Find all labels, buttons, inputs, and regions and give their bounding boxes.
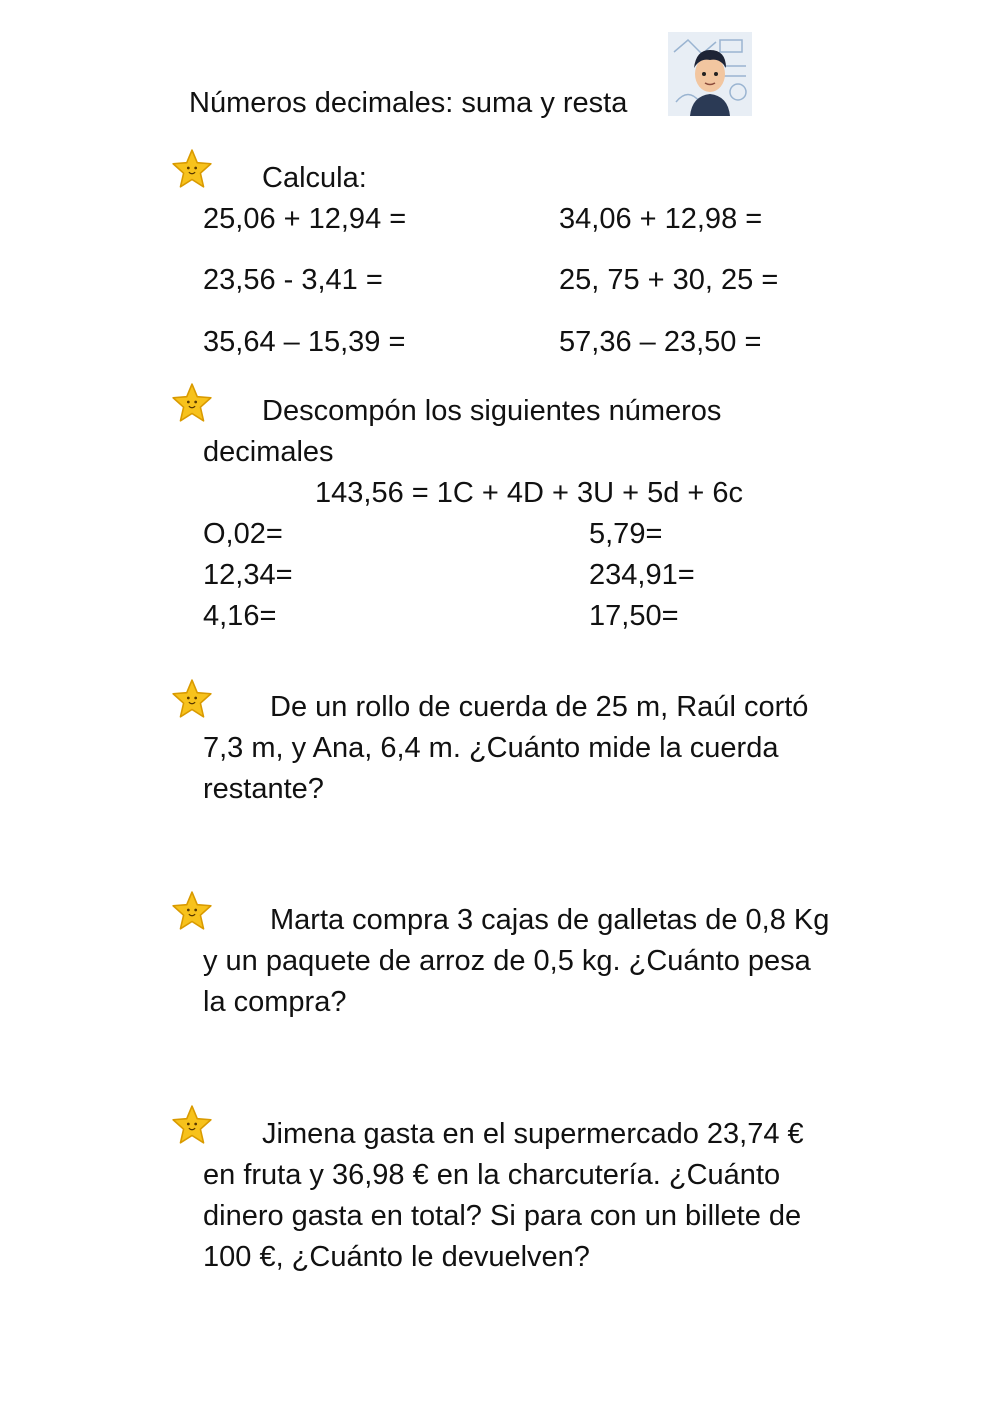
operation: 25,06 + 12,94 = — [203, 203, 407, 235]
section-heading-descompon-cont: decimales — [203, 436, 334, 468]
decimal-item: 17,50= — [589, 600, 679, 632]
page-title: Números decimales: suma y resta — [189, 87, 628, 119]
problem-text: en fruta y 36,98 € en la charcutería. ¿Cuánto — [203, 1159, 781, 1191]
decimal-item: 234,91= — [589, 559, 695, 591]
decimal-item: 5,79= — [589, 518, 663, 550]
star-icon — [171, 382, 213, 424]
section-heading-calcula: Calcula: — [262, 162, 367, 194]
problem-text: 7,3 m, y Ana, 6,4 m. ¿Cuánto mide la cuerda — [203, 732, 779, 764]
star-icon — [171, 1104, 213, 1146]
section-heading-descompon: Descompón los siguientes números — [262, 395, 722, 427]
problem-text: la compra? — [203, 986, 347, 1018]
star-icon — [171, 148, 213, 190]
operation: 34,06 + 12,98 = — [559, 203, 763, 235]
decimal-item: 4,16= — [203, 600, 277, 632]
problem-text: y un paquete de arroz de 0,5 kg. ¿Cuánto pesa — [203, 945, 811, 977]
operation: 57,36 – 23,50 = — [559, 326, 762, 358]
decimal-item: O,02= — [203, 518, 283, 550]
problem-text: 100 €, ¿Cuánto le devuelven? — [203, 1241, 590, 1273]
problem-text: Marta compra 3 cajas de galletas de 0,8 Kg — [270, 904, 830, 936]
problem-text: dinero gasta en total? Si para con un billete de — [203, 1200, 802, 1232]
star-icon — [171, 678, 213, 720]
operation: 23,56 - 3,41 = — [203, 264, 383, 296]
decomposition-example: 143,56 = 1C + 4D + 3U + 5d + 6c — [315, 477, 744, 509]
star-icon — [171, 890, 213, 932]
decimal-item: 12,34= — [203, 559, 293, 591]
operation: 35,64 – 15,39 = — [203, 326, 406, 358]
problem-text: restante? — [203, 773, 324, 805]
teacher-avatar-icon — [668, 32, 752, 116]
problem-text: Jimena gasta en el supermercado 23,74 € — [262, 1118, 804, 1150]
operation: 25, 75 + 30, 25 = — [559, 264, 779, 296]
problem-text: De un rollo de cuerda de 25 m, Raúl cortó — [270, 691, 809, 723]
